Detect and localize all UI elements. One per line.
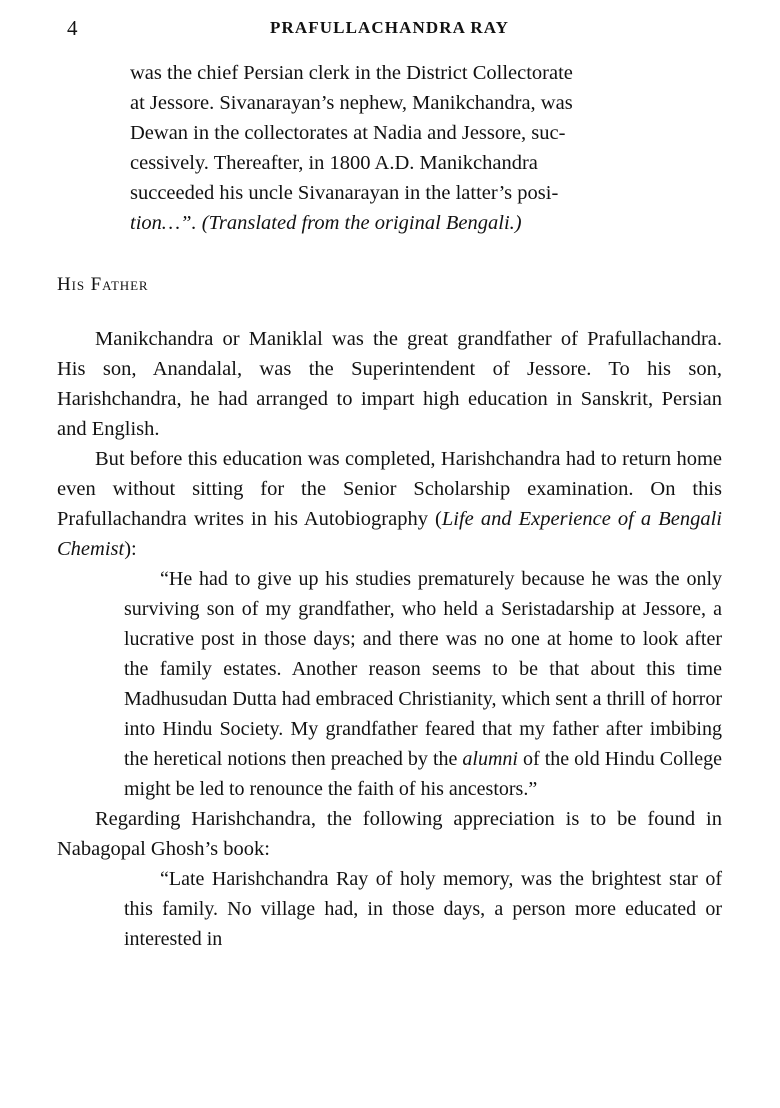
book-title-autobiography: Life and Experience of a Bengali Chemist [57,508,722,560]
extract-paragraph: “Late Harishchandra Ray of holy memory, was the brightest star of this family. No village had, in those days, a person more educated or interested in [124,868,722,950]
running-head [57,14,722,42]
running-head-title: PRAFULLACHANDRA RAY [270,18,509,37]
extract-paragraph [124,564,722,804]
quote-line-translation-note [130,208,722,238]
extract-text-tail: of the old Hindu College might be led to renounce the faith of his ancestors.” [124,748,722,800]
paragraph-text-lead: But before this education was completed, Harishchandra had to return home even without sitting for the Senior Scholarship examination. On this Prafullachandra writes in his Autobiography ( [57,448,722,530]
translation-note: (Translated from the original Bengali.) [201,212,522,234]
paragraph-manikchandra: Manikchandra or Maniklal was the great grandfather of Prafullachandra. His son, Anandalal, was the Superintendent of Jessore. To his son, Harishchandra, he had arranged to impart high education in Sanskrit, Persian and English. [57,328,722,440]
block-quote-continuation [130,58,722,238]
text-column [57,58,722,954]
quote-line: cessively. Thereafter, in 1800 A.D. Manikchandra [130,152,538,174]
paragraph-text-tail: ): [124,538,137,560]
paragraph-education-interrupted [57,444,722,564]
quote-line: at Jessore. Sivanarayan’s nephew, Manikchandra, was [130,92,573,114]
page-number: 4 [67,16,78,40]
quote-line: succeeded his uncle Sivanarayan in the latter’s posi- [130,182,559,204]
quote-line: was the chief Persian clerk in the District Collectorate [130,62,573,84]
quote-line: Dewan in the collectorates at Nadia and Jessore, suc- [130,122,566,144]
italic-word-alumni: alumni [462,748,518,770]
extract-text-lead: “He had to give up his studies prematurely because he was the only surviving son of my grandfather, who held a Seristadarship at Jessore, a lucrative post in those days; and there was no one at home to look after the family estates. Another reason seems to be that about this time Madhusudan Dutta had embraced Christianity, which sent a thrill of horror into Hindu Society. My grandfather feared that my father after imbibing the heretical notions then preached by the [124,568,722,770]
block-quote-autobiography [124,564,722,804]
paragraph-regarding-harishchandra: Regarding Harishchandra, the following appreciation is to be found in Nabagopal Ghosh’s book: [57,808,722,860]
block-quote-nabagopal-ghosh [124,864,722,954]
quote-tail-word: tion…”. [130,212,197,234]
section-heading-his-father: His Father [57,274,149,295]
